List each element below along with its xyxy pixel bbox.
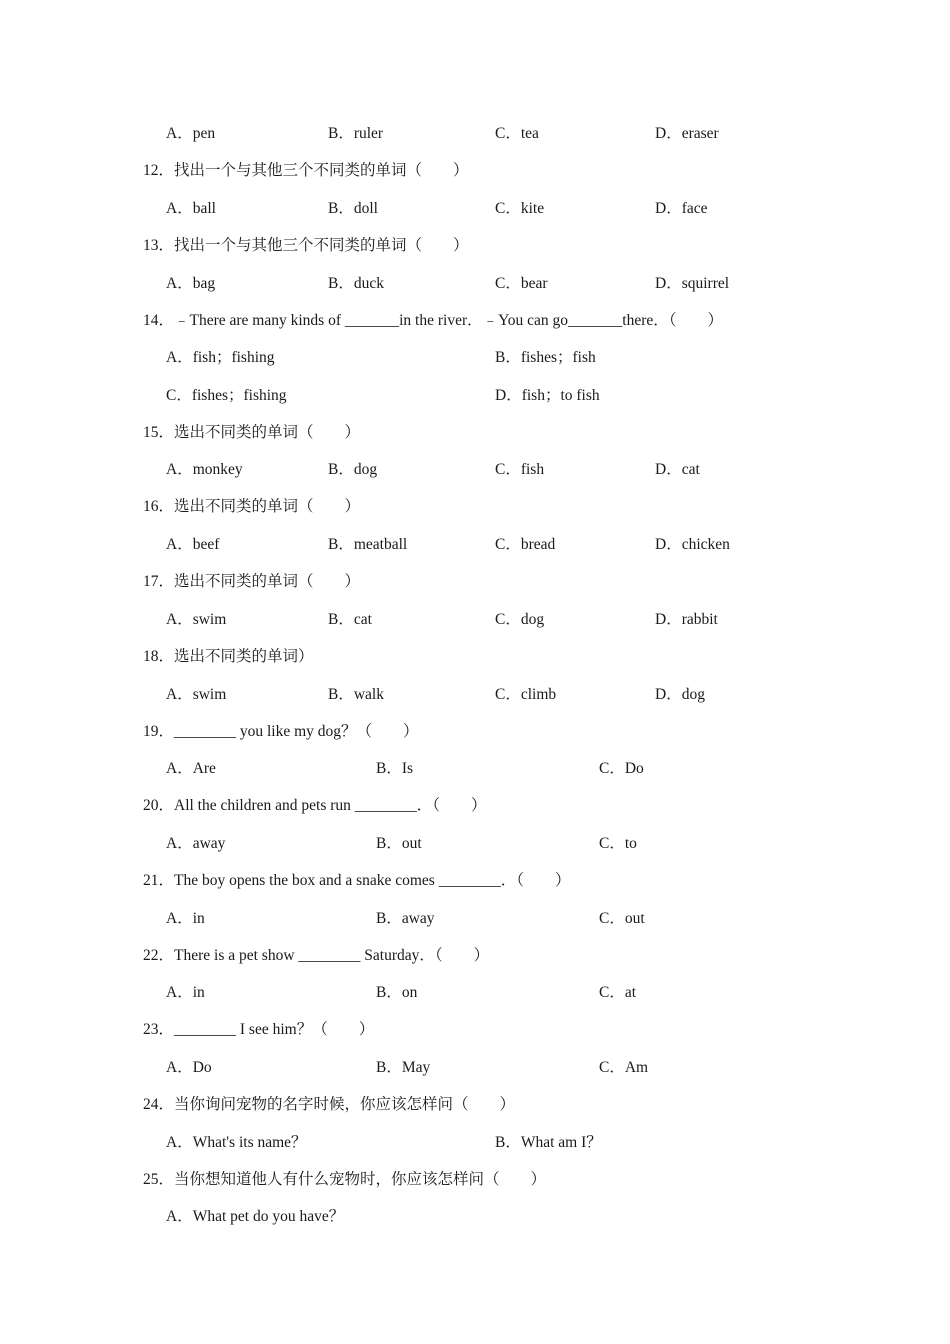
q14-option-d: D．fish；to fish <box>495 387 600 404</box>
q22-stem: 22．There is a pet show ________ Saturday．（ ） <box>143 947 490 964</box>
q18-option-a: A．swim <box>166 686 227 703</box>
q17-option-b: B．cat <box>328 611 372 628</box>
q21-option-a: A．in <box>166 910 205 927</box>
q18-stem: 18．选出不同类的单词） <box>143 648 314 665</box>
q14-option-a: A．fish；fishing <box>166 349 275 366</box>
q19-stem: 19．________ you like my dog？（ ） <box>143 723 419 740</box>
q20-option-b: B．out <box>376 835 422 852</box>
q21-stem: 21．The boy opens the box and a snake comes ________．（ ） <box>143 872 571 889</box>
q20-option-a: A．away <box>166 835 226 852</box>
q24-option-a: A．What's its name？ <box>166 1134 307 1151</box>
q17-option-d: D．rabbit <box>655 611 718 628</box>
q17-option-a: A．swim <box>166 611 227 628</box>
q25-stem: 25．当你想知道他人有什么宠物时，你应该怎样问（ ） <box>143 1171 547 1188</box>
q12-option-c: C．kite <box>495 200 545 217</box>
q22-option-c: C．at <box>599 984 637 1001</box>
q24-option-b: B．What am I？ <box>495 1134 602 1151</box>
q19-option-c: C．Do <box>599 760 644 777</box>
q11-option-a: A．pen <box>166 125 216 142</box>
q23-option-c: C．Am <box>599 1059 649 1076</box>
q19-option-b: B．Is <box>376 760 414 777</box>
q12-option-a: A．ball <box>166 200 216 217</box>
q22-option-b: B．on <box>376 984 418 1001</box>
q15-stem: 15．选出不同类的单词（ ） <box>143 424 361 441</box>
q16-option-a: A．beef <box>166 536 220 553</box>
q23-stem: 23．________ I see him？（ ） <box>143 1021 375 1038</box>
q16-option-c: C．bread <box>495 536 556 553</box>
q16-option-d: D．chicken <box>655 536 730 553</box>
q15-option-a: A．monkey <box>166 461 243 478</box>
q22-option-a: A．in <box>166 984 205 1001</box>
q25-option-a: A．What pet do you have？ <box>166 1208 345 1225</box>
q12-option-d: D．face <box>655 200 708 217</box>
q11-option-c: C．tea <box>495 125 539 142</box>
q11-option-d: D．eraser <box>655 125 719 142</box>
q14-stem: 14．﹣There are many kinds of _______in the river．﹣You can go_______there．（ ） <box>143 312 724 329</box>
q12-stem: 12．找出一个与其他三个不同类的单词（ ） <box>143 162 469 179</box>
q20-option-c: C．to <box>599 835 637 852</box>
q19-option-a: A．Are <box>166 760 216 777</box>
q23-option-b: B．May <box>376 1059 431 1076</box>
q18-option-b: B．walk <box>328 686 384 703</box>
q14-option-c: C．fishes；fishing <box>166 387 287 404</box>
q16-option-b: B．meatball <box>328 536 408 553</box>
q12-option-b: B．doll <box>328 200 378 217</box>
q18-option-d: D．dog <box>655 686 705 703</box>
q13-option-c: C．bear <box>495 275 548 292</box>
q16-stem: 16．选出不同类的单词（ ） <box>143 498 361 515</box>
q24-stem: 24．当你询问宠物的名字时候，你应该怎样问（ ） <box>143 1096 516 1113</box>
q11-option-b: B．ruler <box>328 125 384 142</box>
q20-stem: 20．All the children and pets run ________．（ ） <box>143 797 487 814</box>
q17-option-c: C．dog <box>495 611 545 628</box>
q15-option-b: B．dog <box>328 461 378 478</box>
q23-option-a: A．Do <box>166 1059 212 1076</box>
q15-option-c: C．fish <box>495 461 545 478</box>
q15-option-d: D．cat <box>655 461 700 478</box>
q18-option-c: C．climb <box>495 686 557 703</box>
q13-option-d: D．squirrel <box>655 275 730 292</box>
q21-option-c: C．out <box>599 910 645 927</box>
q14-option-b: B．fishes；fish <box>495 349 596 366</box>
q13-option-a: A．bag <box>166 275 216 292</box>
q13-stem: 13．找出一个与其他三个不同类的单词（ ） <box>143 237 469 254</box>
q17-stem: 17．选出不同类的单词（ ） <box>143 573 361 590</box>
q13-option-b: B．duck <box>328 275 384 292</box>
q21-option-b: B．away <box>376 910 435 927</box>
